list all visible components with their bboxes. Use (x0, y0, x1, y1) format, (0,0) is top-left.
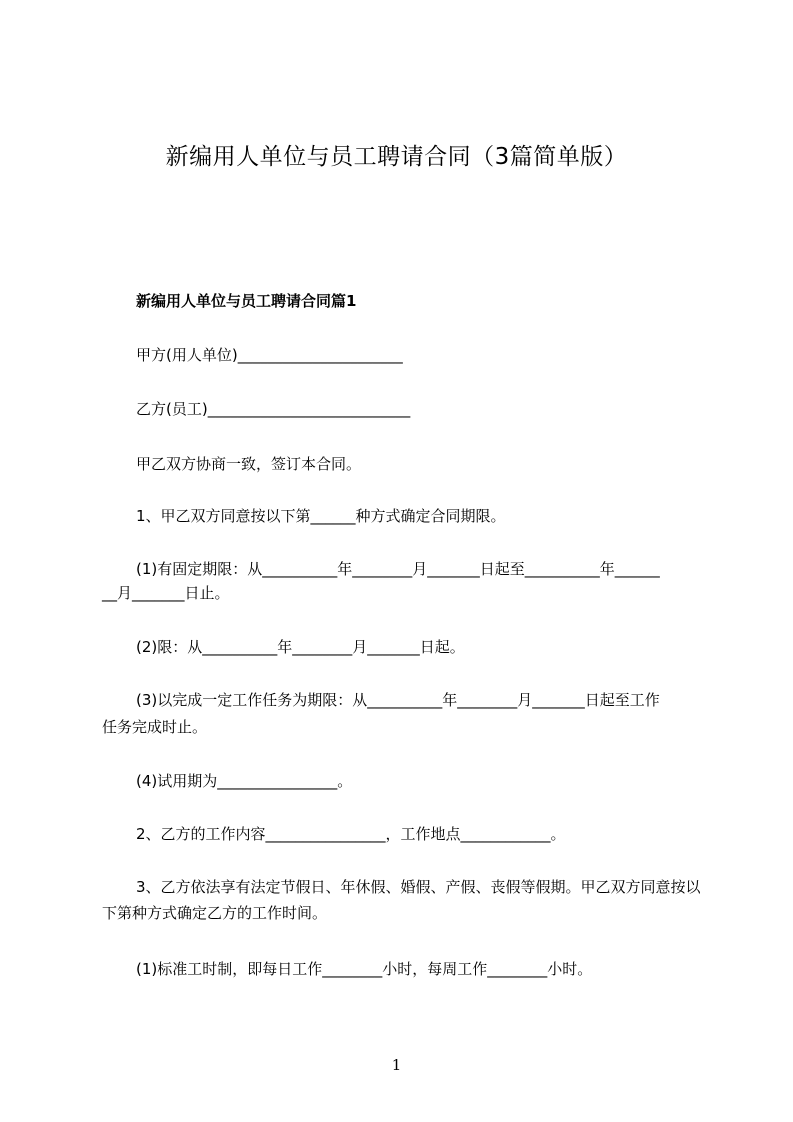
document-title: 新编用人单位与员工聘请合同（3篇简单版） (165, 144, 628, 170)
agreement-statement: 甲乙双方协商一致，签订本合同。 (136, 455, 362, 473)
term-task-based-line-1: (3)以完成一定工作任务为期限：从__________年________月_______日起至工作 (136, 691, 660, 709)
page-number: 1 (391, 1056, 402, 1074)
probation-period: (4)试用期为________________。 (136, 772, 353, 790)
party-b-line: 乙方(员工)___________________________ (136, 400, 411, 418)
term-open-ended: (2)限：从__________年________月_______日起。 (136, 638, 465, 656)
term-fixed-line-2: __月_______日止。 (102, 584, 230, 602)
clause-3-holidays: 3、乙方依法享有法定节假日、年休假、婚假、产假、丧假等假期。甲乙双方同意按以下第种方式确定乙方的工作时间。 (102, 878, 701, 922)
clause-1-term-method: 1、甲乙双方同意按以下第______种方式确定合同期限。 (136, 507, 506, 525)
standard-working-hours: (1)标准工时制，即每日工作________小时，每周工作________小时。 (136, 960, 593, 978)
term-task-based-line-2: 任务完成时止。 (102, 718, 208, 736)
clause-2-work-content: 2、乙方的工作内容________________，工作地点____________。 (136, 825, 566, 843)
term-fixed-line-1: (1)有固定期限：从__________年________月_______日起至__________年______ (136, 560, 660, 578)
party-a-line: 甲方(用人单位)______________________ (136, 346, 403, 364)
section-heading: 新编用人单位与员工聘请合同篇1 (136, 292, 357, 310)
